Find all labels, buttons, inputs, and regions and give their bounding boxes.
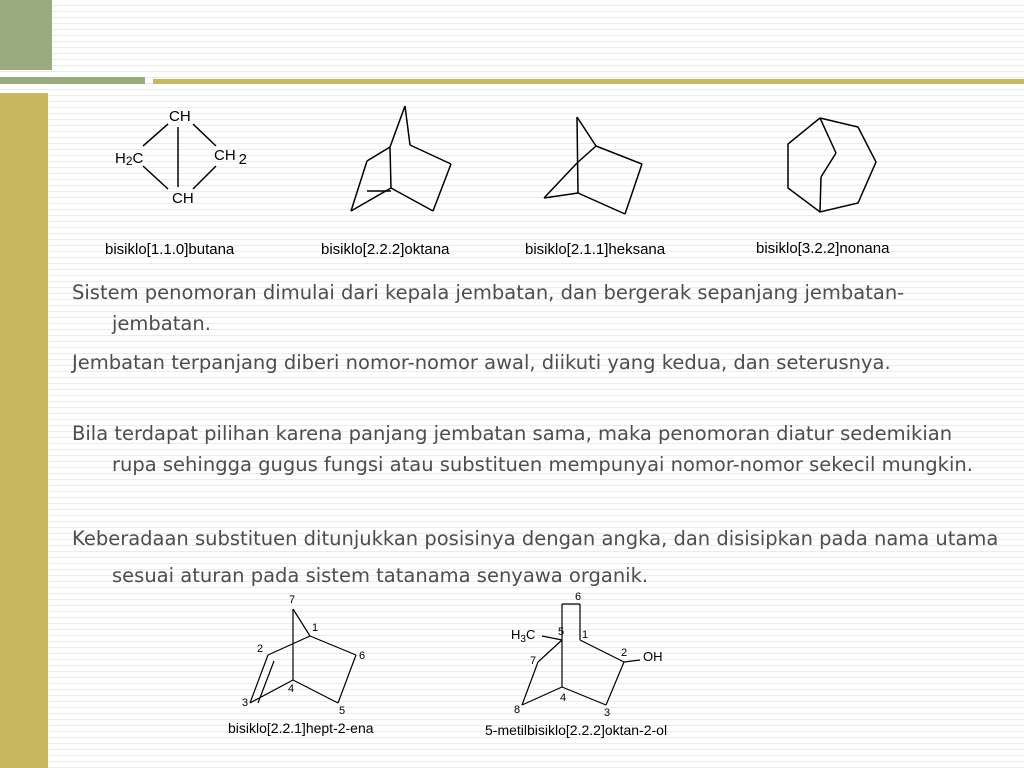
paragraph-3: Bila terdapat pilihan karena panjang jembatan sama, maka penomoran diatur sedemikian rupa sehingga gugus fungsi atau substituen mempunyai nomor-nomor sekecil mungkin. <box>72 422 973 476</box>
locant-7: 7 <box>289 594 296 606</box>
caption-bicyclobutane: bisiklo[1.1.0]butana <box>105 241 235 258</box>
locant-1: 1 <box>312 622 319 634</box>
caption-bicyclooctane: bisiklo[2.2.2]oktana <box>321 241 450 258</box>
hydroxyl-group: OH <box>643 649 663 664</box>
paragraph-1: Sistem penomoran dimulai dari kepala jembatan, dan bergerak sepanjang jembatan-jembatan. <box>72 281 905 335</box>
structure-bicyclooctane <box>351 106 451 211</box>
locant-1b: 1 <box>582 629 589 641</box>
locant-3b: 3 <box>604 707 611 719</box>
structure-bicyclohexane <box>544 117 642 214</box>
locant-6b: 6 <box>575 591 582 603</box>
structure-norbornene <box>250 609 356 703</box>
locant-8b: 8 <box>514 704 521 716</box>
paragraph-4: Keberadaan substituen ditunjukkan posisinya dengan angka, dan disisipkan pada nama utama sesuai aturan pada sistem tatanama senyawa organik. <box>72 527 999 587</box>
locant-5b: 5 <box>558 626 565 638</box>
caption-norbornene: bisiklo[2.2.1]hept-2-ena <box>228 720 374 736</box>
locant-7b: 7 <box>530 655 537 667</box>
caption-methylbicyclooctanol: 5-metilbisiklo[2.2.2]oktan-2-ol <box>485 722 668 738</box>
structure-bicyclononane <box>788 118 876 212</box>
locant-3: 3 <box>242 697 249 709</box>
paragraph-2: Jembatan terpanjang diberi nomor-nomor awal, diikuti yang kedua, dan seterusnya. <box>72 351 891 374</box>
locant-2b: 2 <box>621 647 628 659</box>
locant-6: 6 <box>359 650 366 662</box>
atom-ch-top: CH <box>169 108 191 125</box>
atom-h2c: H2C <box>115 150 144 168</box>
locant-5: 5 <box>339 705 346 717</box>
locant-2: 2 <box>257 643 264 655</box>
locant-4b: 4 <box>560 692 567 704</box>
caption-bicyclohexane: bisiklo[2.1.1]heksana <box>525 241 666 258</box>
caption-bicyclononane: bisiklo[3.2.2]nonana <box>756 240 890 257</box>
locant-4: 4 <box>288 683 295 695</box>
atom-ch2: CH 2 <box>214 147 248 168</box>
methyl-group: $H_3C$ <box>511 627 536 645</box>
structure-bicyclobutane <box>143 124 216 189</box>
atom-ch-bottom: CH <box>172 190 194 207</box>
